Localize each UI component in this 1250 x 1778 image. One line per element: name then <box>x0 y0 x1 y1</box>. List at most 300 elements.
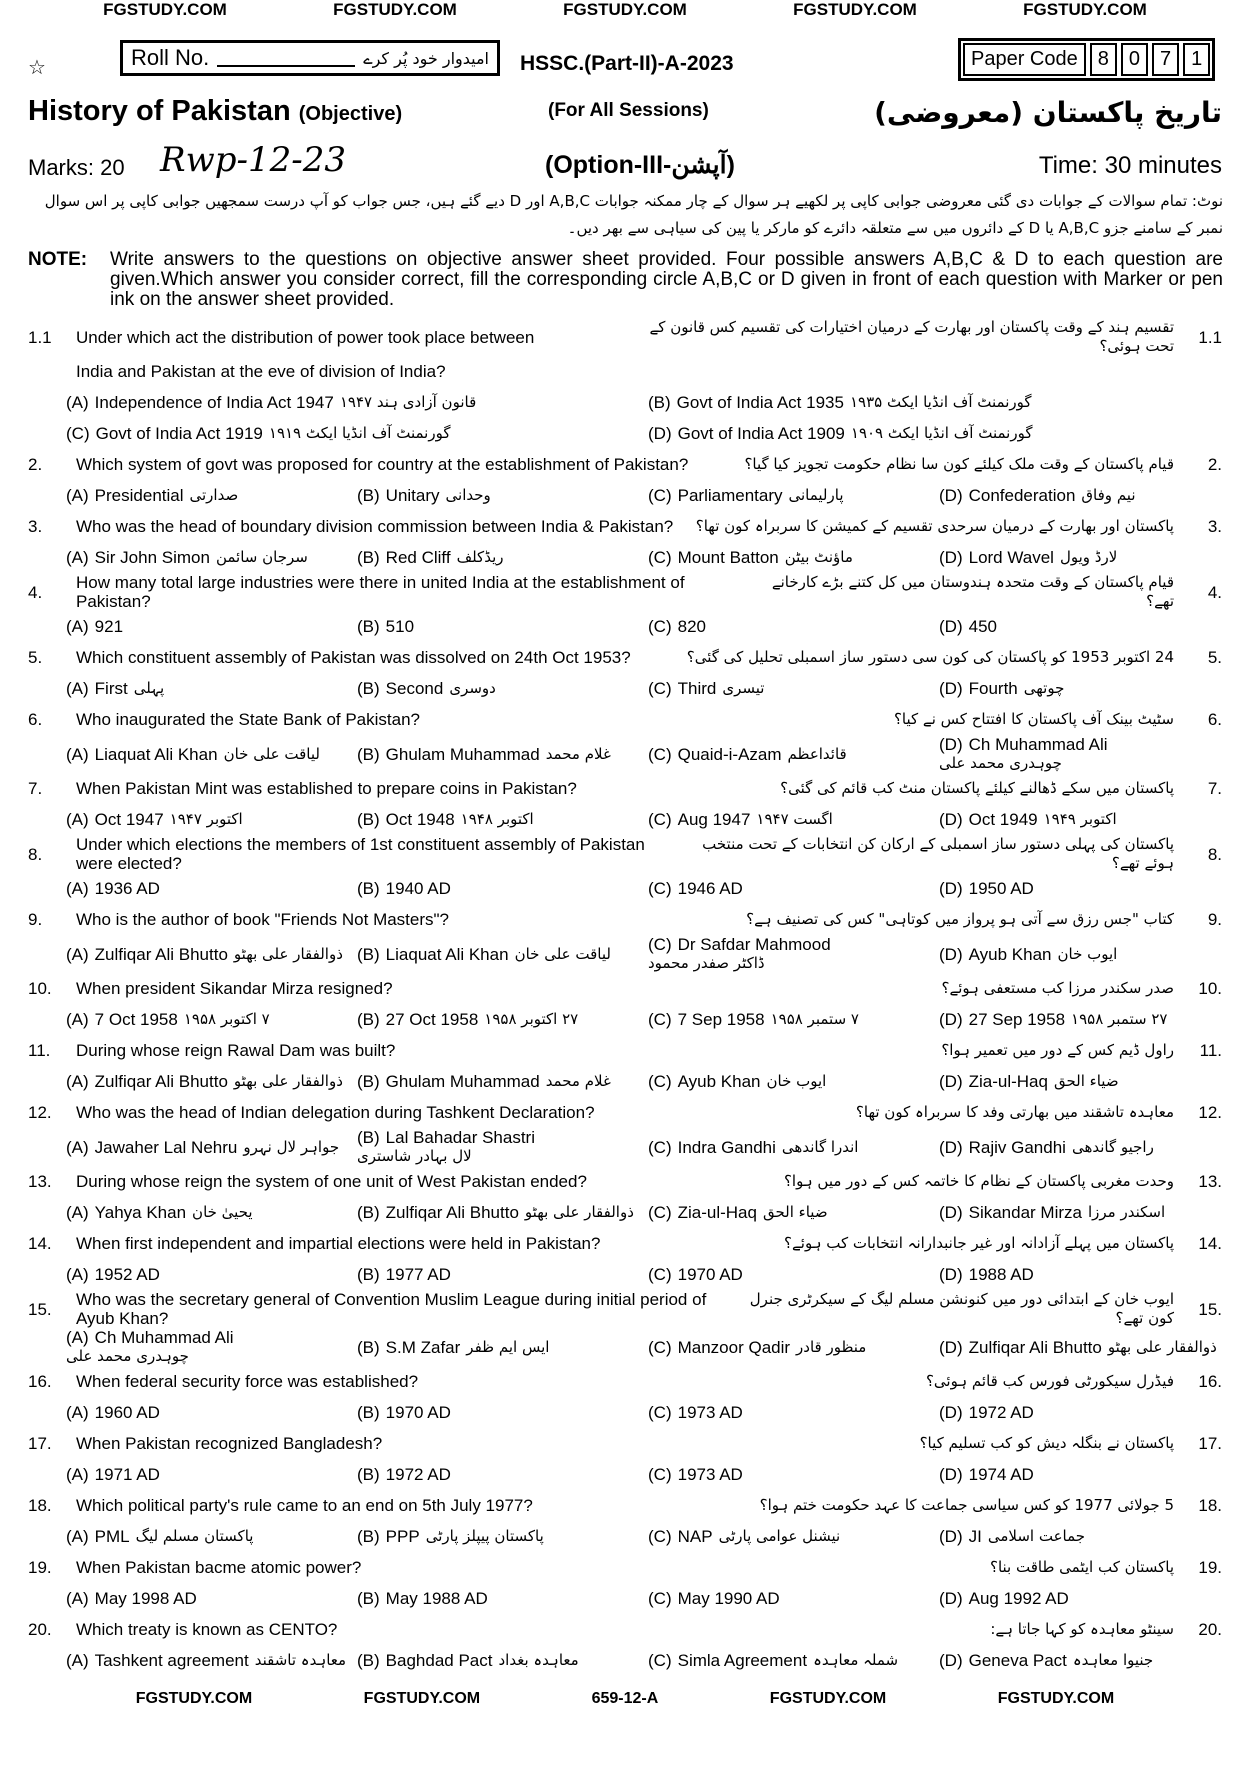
question-number-urdu-side: 4. <box>1207 582 1222 602</box>
question-line <box>28 1228 1222 1259</box>
question-urdu: وحدت مغربی پاکستان کے نظام کا خاتمہ کس کے دور میں ہوا؟ <box>783 1172 1174 1190</box>
option-text: Parliamentary <box>677 486 783 505</box>
option-urdu: پہلی <box>133 679 165 697</box>
option-letter: (A) <box>66 1465 89 1484</box>
option <box>648 424 1222 443</box>
option <box>648 879 931 898</box>
question-number-urdu-side: 14. <box>1198 1234 1222 1253</box>
option-text: 1950 AD <box>968 879 1034 898</box>
option <box>357 1072 640 1091</box>
question-number: 9. <box>28 910 43 929</box>
option-letter: (B) <box>357 1527 380 1546</box>
option-text: Red Cliff <box>385 548 451 567</box>
question-number: 2. <box>28 455 43 474</box>
option-letter: (B) <box>357 486 380 505</box>
question-number: 19. <box>28 1558 52 1577</box>
question <box>28 1490 1222 1552</box>
option-urdu: ضیاء الحق <box>762 1203 828 1221</box>
option-text: 1974 AD <box>968 1465 1034 1484</box>
option-text: Yahya Khan <box>94 1203 187 1222</box>
option <box>648 393 1222 412</box>
note-text: Write answers to the questions on objective answer sheet provided. Four possible answers A,B,C & D to each question are given.Which answer you consider correct, fill the corresponding circle A,B,C or D given in front of each question with Marker or pen ink on the answer sheet provided. <box>110 249 1223 310</box>
question-text: When Pakistan Mint was established to prepare coins in Pakistan? <box>76 779 577 798</box>
question-line <box>28 1290 1222 1328</box>
question-text: When federal security force was established? <box>76 1372 419 1391</box>
question-number: 8. <box>28 844 43 864</box>
option-urdu: لیاقت علی خان <box>514 944 611 963</box>
option-urdu: گورنمنٹ آف انڈیا ایکٹ ۱۹۱۹ <box>268 424 451 442</box>
option <box>939 1589 1222 1608</box>
option-urdu: قائداعظم <box>787 744 847 763</box>
option-letter: (D) <box>939 810 963 829</box>
option <box>939 810 1222 829</box>
option <box>357 617 640 636</box>
option-text: Simla Agreement <box>677 1651 808 1670</box>
option-text: Quaid-i-Azam <box>677 744 782 764</box>
question-number-urdu-side: 18. <box>1198 1496 1222 1515</box>
option-urdu: اکتوبر ۱۹۴۹ <box>1043 810 1117 828</box>
question-number-urdu-side: 11. <box>1199 1041 1222 1060</box>
question-number-urdu-side: 17. <box>1198 1434 1222 1453</box>
roll-number-box <box>120 40 500 76</box>
question-text: Which system of govt was proposed for country at the establishment of Pakistan? <box>76 455 689 474</box>
question-urdu: معاہدہ تاشقند میں بھارتی وفد کا سربراہ کون تھا؟ <box>855 1103 1174 1121</box>
option-text: 1977 AD <box>385 1265 451 1284</box>
option-urdu: شملہ معاہدہ <box>813 1651 899 1669</box>
question-number: 4. <box>28 582 43 602</box>
option-letter: (A) <box>66 744 89 764</box>
option-text: 27 Sep 1958 <box>968 1010 1066 1029</box>
question-line <box>28 1490 1222 1521</box>
option <box>648 735 931 773</box>
question <box>28 1366 1222 1428</box>
question-number: 7. <box>28 779 43 798</box>
question-urdu: کتاب "جس رزق سے آتی ہو پرواز میں کوتاہی" کس کی تصنیف ہے؟ <box>746 910 1174 928</box>
option-letter: (B) <box>357 679 380 698</box>
question-line <box>28 1366 1222 1397</box>
option-letter: (D) <box>939 1137 963 1157</box>
question <box>28 1097 1222 1166</box>
option <box>939 617 1222 636</box>
option <box>357 735 640 773</box>
option <box>66 1128 349 1166</box>
question-text-continued: India and Pakistan at the eve of division of India? <box>76 362 446 381</box>
option <box>357 1589 640 1608</box>
option-text: Second <box>385 679 444 698</box>
option-urdu: پاکستان مسلم لیگ <box>135 1527 254 1545</box>
option <box>648 1072 931 1091</box>
option-letter: (B) <box>648 393 671 412</box>
option-urdu: اندرا گاندھی <box>781 1137 859 1156</box>
sessions: (For All Sessions) <box>548 100 709 121</box>
watermark: FGSTUDY.COM <box>1023 0 1147 19</box>
option <box>66 1465 349 1484</box>
option <box>66 1651 349 1670</box>
option-text: Ghulam Muhammad <box>385 1072 540 1091</box>
handwritten-note: Rwp-12-23 <box>160 140 346 180</box>
note <box>28 250 1223 310</box>
option <box>357 879 640 898</box>
option <box>357 1527 640 1546</box>
footer <box>0 1676 1250 1718</box>
question-list <box>28 318 1222 1676</box>
question-number-urdu-side: 8. <box>1207 844 1222 864</box>
option-letter: (C) <box>648 1651 672 1670</box>
question <box>28 1552 1222 1614</box>
option-text: Zulfiqar Ali Bhutto <box>968 1337 1102 1357</box>
option-letter: (A) <box>66 486 89 505</box>
option <box>648 1403 931 1422</box>
option-urdu: لیاقت علی خان <box>223 744 320 763</box>
option-text: 1971 AD <box>94 1465 160 1484</box>
option-text: Dr Safdar Mahmood <box>677 935 831 954</box>
option-text: Zia-ul-Haq <box>677 1203 757 1222</box>
option-text: May 1988 AD <box>385 1589 488 1608</box>
option-text: Baghdad Pact <box>385 1651 493 1670</box>
option <box>66 393 640 412</box>
option-urdu: صدارتی <box>189 486 239 504</box>
option-text: Govt of India Act 1909 <box>677 424 845 443</box>
question-number-urdu-side: 16. <box>1198 1372 1222 1391</box>
option-text: NAP <box>677 1527 713 1546</box>
question-line <box>28 773 1222 804</box>
question-number: 10. <box>28 979 52 998</box>
question-number-urdu-side: 7. <box>1207 779 1222 798</box>
question-number-urdu-side: 2. <box>1207 455 1222 474</box>
option-letter: (C) <box>648 810 672 829</box>
option-letter: (D) <box>939 548 963 567</box>
option-text: 1960 AD <box>94 1403 160 1422</box>
option-label: (Option-III-آپشن) <box>545 151 735 179</box>
option-letter: (A) <box>66 1010 89 1029</box>
option-letter: (D) <box>939 617 963 636</box>
option-urdu: ۷ ستمبر ۱۹۵۸ <box>770 1010 859 1028</box>
option-text: 1940 AD <box>385 879 451 898</box>
option <box>939 1651 1222 1670</box>
question-urdu: 5 جولائی 1977 کو کس سیاسی جماعت کا عہد حکومت ختم ہوا؟ <box>759 1496 1174 1514</box>
question-text: Which constituent assembly of Pakistan was dissolved on 24th Oct 1953? <box>76 648 631 667</box>
question-number-urdu-side: 9. <box>1207 910 1222 929</box>
option-text: 510 <box>385 617 415 636</box>
option-letter: (C) <box>648 679 672 698</box>
option-urdu: جواہر لال نہرو <box>243 1137 340 1156</box>
option-text: Presidential <box>94 486 184 505</box>
question-number-urdu-side: 15. <box>1198 1299 1222 1319</box>
question-text: Under which elections the members of 1st constituent assembly of Pakistan were elected? <box>76 835 645 873</box>
option-text: 921 <box>94 617 124 636</box>
option <box>357 679 640 698</box>
question-urdu: قیام پاکستان کے وقت ملک کیلئے کون سا نظام حکومت تجویز کیا گیا؟ <box>744 455 1174 473</box>
question-number-urdu-side: 3. <box>1207 517 1222 536</box>
question-text: Who was the secretary general of Convention Muslim League during initial period of Ayub Khan? <box>76 1290 707 1328</box>
option <box>648 1328 931 1366</box>
paper-code-digit: 0 <box>1121 43 1148 76</box>
option-urdu: غلام محمد <box>545 1072 611 1090</box>
option-urdu: دوسری <box>449 679 496 697</box>
option-urdu: معاہدہ تاشقند <box>254 1651 347 1669</box>
option-urdu: اگست ۱۹۴۷ <box>756 810 833 828</box>
question-number: 20. <box>28 1620 52 1639</box>
question-urdu: پاکستان کی پہلی دستور ساز اسمبلی کے ارکان کن انتخابات کے تحت منتخب ہوئے تھے؟ <box>702 835 1174 872</box>
option-text: 1970 AD <box>677 1265 743 1284</box>
option <box>648 1465 931 1484</box>
question-number-urdu-side: 6. <box>1207 710 1222 729</box>
option-text: Aug 1947 <box>677 810 751 829</box>
question-urdu: فیڈرل سیکورٹی فورس کب قائم ہوئی؟ <box>925 1372 1174 1390</box>
question-number: 14. <box>28 1234 52 1253</box>
option-urdu: پاکستان پیپلز پارٹی <box>425 1527 544 1545</box>
option-letter: (B) <box>357 1465 380 1484</box>
option <box>939 1527 1222 1546</box>
question-urdu: راول ڈیم کس کے دور میں تعمیر ہوا؟ <box>941 1041 1174 1059</box>
option <box>66 486 349 505</box>
option-text: Ch Muhammad Ali <box>94 1328 234 1347</box>
question-urdu: تقسیم ہند کے وقت پاکستان اور بھارت کے درمیان اختیارات کی تقسیم کس قانون کے تحت ہوئی؟ <box>649 318 1174 355</box>
question-urdu: پاکستان میں سکے ڈھالنے کیلئے پاکستان منٹ کب قائم کی گئی؟ <box>780 779 1174 797</box>
question-number: 13. <box>28 1172 52 1191</box>
question <box>28 1290 1222 1366</box>
option <box>357 1403 640 1422</box>
option-letter: (D) <box>939 944 963 964</box>
question <box>28 773 1222 835</box>
option-urdu: ذوالفقار علی بھٹو <box>233 1072 343 1090</box>
option-urdu: ذوالفقار علی بھٹو <box>524 1203 634 1221</box>
option-letter: (A) <box>66 393 89 412</box>
question-line <box>28 904 1222 935</box>
option <box>66 1072 349 1091</box>
question-urdu: سینٹو معاہدہ کو کہا جاتا ہے: <box>990 1620 1174 1638</box>
paper-code-label: Paper Code <box>963 43 1086 76</box>
option <box>648 1128 931 1166</box>
question-number: 15. <box>28 1299 52 1319</box>
option <box>939 1010 1222 1029</box>
option-letter: (A) <box>66 810 89 829</box>
option-urdu: چوتھی <box>1023 679 1065 697</box>
option-urdu: ایوب خان <box>1057 944 1118 963</box>
option-letter: (D) <box>939 1527 963 1546</box>
question-line <box>28 1428 1222 1459</box>
subject-kind: (Objective) <box>298 103 403 125</box>
option-text: 1988 AD <box>968 1265 1034 1284</box>
option-letter: (B) <box>357 1589 380 1608</box>
option-urdu: ذوالفقار علی بھٹو <box>233 944 343 963</box>
option <box>939 935 1222 973</box>
option-text: 1936 AD <box>94 879 160 898</box>
option-letter: (D) <box>939 735 963 754</box>
option-letter: (D) <box>939 1265 963 1284</box>
option <box>939 1265 1222 1284</box>
question-text: When Pakistan bacme atomic power? <box>76 1558 362 1577</box>
question-urdu: پاکستان نے بنگلہ دیش کو کب تسلیم کیا؟ <box>919 1434 1174 1452</box>
question-text: Who was the head of boundary division commission between India & Pakistan? <box>76 517 674 536</box>
question-line <box>28 1097 1222 1128</box>
option <box>66 1203 349 1222</box>
option-letter: (C) <box>648 879 672 898</box>
option-urdu: نیم وفاق <box>1081 486 1136 504</box>
watermark: FGSTUDY.COM <box>363 1690 481 1707</box>
option <box>648 1589 931 1608</box>
option-text: Manzoor Qadir <box>677 1337 791 1357</box>
option-text: Zulfiqar Ali Bhutto <box>94 1072 228 1091</box>
option <box>357 1465 640 1484</box>
option-text: Fourth <box>968 679 1018 698</box>
question-number: 5. <box>28 648 43 667</box>
option-text: Oct 1947 <box>94 810 164 829</box>
option-text: Confederation <box>968 486 1076 505</box>
option <box>357 548 640 567</box>
option <box>939 1128 1222 1166</box>
question <box>28 904 1222 973</box>
option-urdu: تیسری <box>722 679 765 697</box>
question-text: Who inaugurated the State Bank of Pakistan? <box>76 710 421 729</box>
option-letter: (B) <box>357 1337 380 1357</box>
option-text: Indra Gandhi <box>677 1137 776 1157</box>
option <box>939 486 1222 505</box>
question <box>28 318 1222 449</box>
option-text: Zulfiqar Ali Bhutto <box>385 1203 519 1222</box>
option-text: First <box>94 679 128 698</box>
option-urdu: جماعت اسلامی <box>987 1527 1086 1545</box>
option-letter: (C) <box>648 935 672 954</box>
watermark: FGSTUDY.COM <box>793 0 917 19</box>
option-letter: (D) <box>939 1403 963 1422</box>
option-letter: (D) <box>939 1465 963 1484</box>
option <box>939 1072 1222 1091</box>
option-letter: (A) <box>66 1527 89 1546</box>
question-urdu: پاکستان اور بھارت کے درمیان سرحدی تقسیم کے کمیشن کا سربراہ کون تھا؟ <box>695 517 1174 535</box>
option-text: 7 Sep 1958 <box>677 1010 765 1029</box>
option-text: Sikandar Mirza <box>968 1203 1082 1222</box>
question <box>28 1614 1222 1676</box>
question-line <box>28 573 1222 611</box>
question-text: How many total large industries were there in united India at the establishment of Pakistan? <box>76 573 685 611</box>
star-icon: ☆ <box>28 57 46 79</box>
option-letter: (D) <box>939 1337 963 1357</box>
option-text: Sir John Simon <box>94 548 210 567</box>
option <box>939 1203 1222 1222</box>
option-letter: (C) <box>648 1137 672 1157</box>
option-urdu: ذوالفقار علی بھٹو <box>1107 1337 1217 1356</box>
option <box>66 1589 349 1608</box>
watermark: FGSTUDY.COM <box>103 0 227 19</box>
option <box>648 679 931 698</box>
option-text: Lal Bahadar Shastri <box>385 1128 535 1147</box>
option-urdu: ڈاکٹر صفدر محمود <box>648 954 765 972</box>
watermark: FGSTUDY.COM <box>333 0 457 19</box>
option <box>939 735 1222 773</box>
option-text: 7 Oct 1958 <box>94 1010 178 1029</box>
watermark: FGSTUDY.COM <box>769 1690 887 1707</box>
option-text: Lord Wavel <box>968 548 1054 567</box>
option-text: S.M Zafar <box>385 1337 461 1357</box>
option-text: Liaquat Ali Khan <box>94 744 218 764</box>
question-number: 17. <box>28 1434 52 1453</box>
option-text: Ghulam Muhammad <box>385 744 540 764</box>
option-letter: (A) <box>66 1328 89 1347</box>
question-line <box>28 356 1222 387</box>
question <box>28 835 1222 904</box>
option-text: Ayub Khan <box>677 1072 761 1091</box>
question-line <box>28 1035 1222 1066</box>
subject-urdu: تاریخ پاکستان (معروضی) <box>874 96 1222 129</box>
option-text: May 1990 AD <box>677 1589 780 1608</box>
exam-title: HSSC.(Part-II)-A-2023 <box>520 52 734 75</box>
option-letter: (C) <box>648 1337 672 1357</box>
option-urdu: راجیو گاندھی <box>1071 1137 1154 1156</box>
option-letter: (D) <box>939 679 963 698</box>
option <box>648 1265 931 1284</box>
option <box>66 679 349 698</box>
option-urdu: ۲۷ اکتوبر ۱۹۵۸ <box>484 1010 579 1028</box>
option-urdu: ۷ اکتوبر ۱۹۵۸ <box>183 1010 270 1028</box>
option-letter: (A) <box>66 1589 89 1608</box>
option <box>357 1203 640 1222</box>
question-line <box>28 449 1222 480</box>
option-letter: (C) <box>648 1203 672 1222</box>
option <box>648 1651 931 1670</box>
option-text: Independence of India Act 1947 <box>94 393 334 412</box>
option-text: Aug 1992 AD <box>968 1589 1069 1608</box>
option-letter: (A) <box>66 1265 89 1284</box>
option-letter: (C) <box>648 744 672 764</box>
option-letter: (D) <box>939 1203 963 1222</box>
question-number: 18. <box>28 1496 52 1515</box>
watermark: FGSTUDY.COM <box>135 1690 253 1707</box>
question-text: Who is the author of book "Friends Not Masters"? <box>76 910 450 929</box>
option-text: Ch Muhammad Ali <box>968 735 1108 754</box>
option-text: Govt of India Act 1919 <box>95 424 263 443</box>
option <box>357 1128 640 1166</box>
question-number-urdu-side: 12. <box>1198 1103 1222 1122</box>
question-urdu: 24 اکتوبر 1953 کو پاکستان کی کون سی دستور ساز اسمبلی تحلیل کی گئی؟ <box>686 648 1174 666</box>
option-letter: (C) <box>648 486 672 505</box>
option-letter: (A) <box>66 1137 89 1157</box>
option-text: Oct 1948 <box>385 810 455 829</box>
option-text: Oct 1949 <box>968 810 1038 829</box>
option-text: Tashkent agreement <box>94 1651 249 1670</box>
option-letter: (C) <box>648 617 672 636</box>
option <box>66 1403 349 1422</box>
question-number-urdu-side: 5. <box>1207 648 1222 667</box>
question <box>28 704 1222 773</box>
option-urdu: گورنمنٹ آف انڈیا ایکٹ ۱۹۰۹ <box>850 424 1033 442</box>
watermark: FGSTUDY.COM <box>563 0 687 19</box>
option <box>939 1465 1222 1484</box>
question-number-urdu-side: 1.1 <box>1198 327 1222 347</box>
question-number: 1.1 <box>28 327 52 347</box>
option-letter: (D) <box>648 424 672 443</box>
option-letter: (D) <box>939 1589 963 1608</box>
paper-code-digit: 1 <box>1183 43 1210 76</box>
option-urdu: نیشنل عوامی پارٹی <box>718 1527 841 1545</box>
question <box>28 511 1222 573</box>
option-text: 1972 AD <box>968 1403 1034 1422</box>
paper-code-box <box>958 38 1215 81</box>
option-urdu: اکتوبر ۱۹۴۷ <box>169 810 243 828</box>
option-letter: (C) <box>648 1527 672 1546</box>
option-text: 1946 AD <box>677 879 743 898</box>
option <box>66 879 349 898</box>
question-line <box>28 1552 1222 1583</box>
option-letter: (B) <box>357 1072 380 1091</box>
question-urdu: صدر سکندر مرزا کب مستعفی ہوئے؟ <box>941 979 1174 997</box>
option-letter: (B) <box>357 879 380 898</box>
option <box>66 617 349 636</box>
option <box>357 1651 640 1670</box>
option-text: 1970 AD <box>385 1403 451 1422</box>
option-text: Zia-ul-Haq <box>968 1072 1048 1091</box>
option <box>357 810 640 829</box>
